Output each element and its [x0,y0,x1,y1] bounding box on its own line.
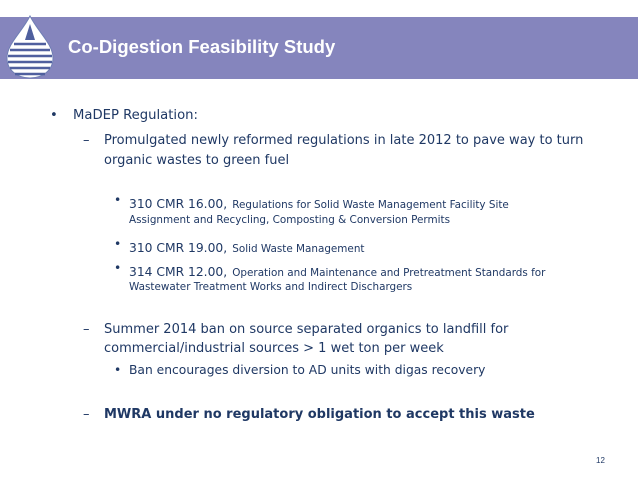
bullet-2-sub-item: Ban encourages diversion to AD units with digas recovery [129,363,486,377]
sub-item-1 [129,193,509,212]
bullet-marker: • [114,193,122,207]
page-number: 12 [596,456,605,465]
dash-marker: – [83,322,90,337]
bullet-1-line-2: organic wastes to green fuel [104,153,290,168]
bullet-marker: • [114,363,122,377]
bullet-2-line-2: commercial/industrial sources > 1 wet ton per week [104,341,444,356]
dash-marker: – [83,133,90,148]
sub-item-3-desc-2: Wastewater Treatment Works and Indirect Dischargers [129,281,413,293]
dash-marker: – [83,407,90,422]
sub-item-1-desc-1: Regulations for Solid Waste Management Facility Site [232,199,509,211]
bullet-2-line-1: Summer 2014 ban on source separated organics to landfill for [104,322,509,337]
sub-item-3-desc-1: Operation and Maintenance and Pretreatment Standards for [232,267,546,279]
bullet-3-text: MWRA under no regulatory obligation to accept this waste [104,407,535,422]
sub-item-2-code: 310 CMR 19.00, [129,241,228,255]
bullet-marker: • [114,261,122,275]
sub-item-3 [129,261,545,280]
slide-title: Co-Digestion Feasibility Study [68,36,336,57]
sub-item-2 [129,237,364,256]
bullet-1-line-1: Promulgated newly reformed regulations in late 2012 to pave way to turn [104,133,584,148]
bullet-marker: • [50,108,58,123]
sub-item-2-desc: Solid Waste Management [232,243,365,255]
main-heading: MaDEP Regulation: [73,108,198,123]
bullet-marker: • [114,237,122,251]
sub-item-1-code: 310 CMR 16.00, [129,197,228,211]
sub-item-1-desc-2: Assignment and Recycling, Composting & Conversion Permits [129,214,450,226]
sub-item-3-code: 314 CMR 12.00, [129,265,228,279]
